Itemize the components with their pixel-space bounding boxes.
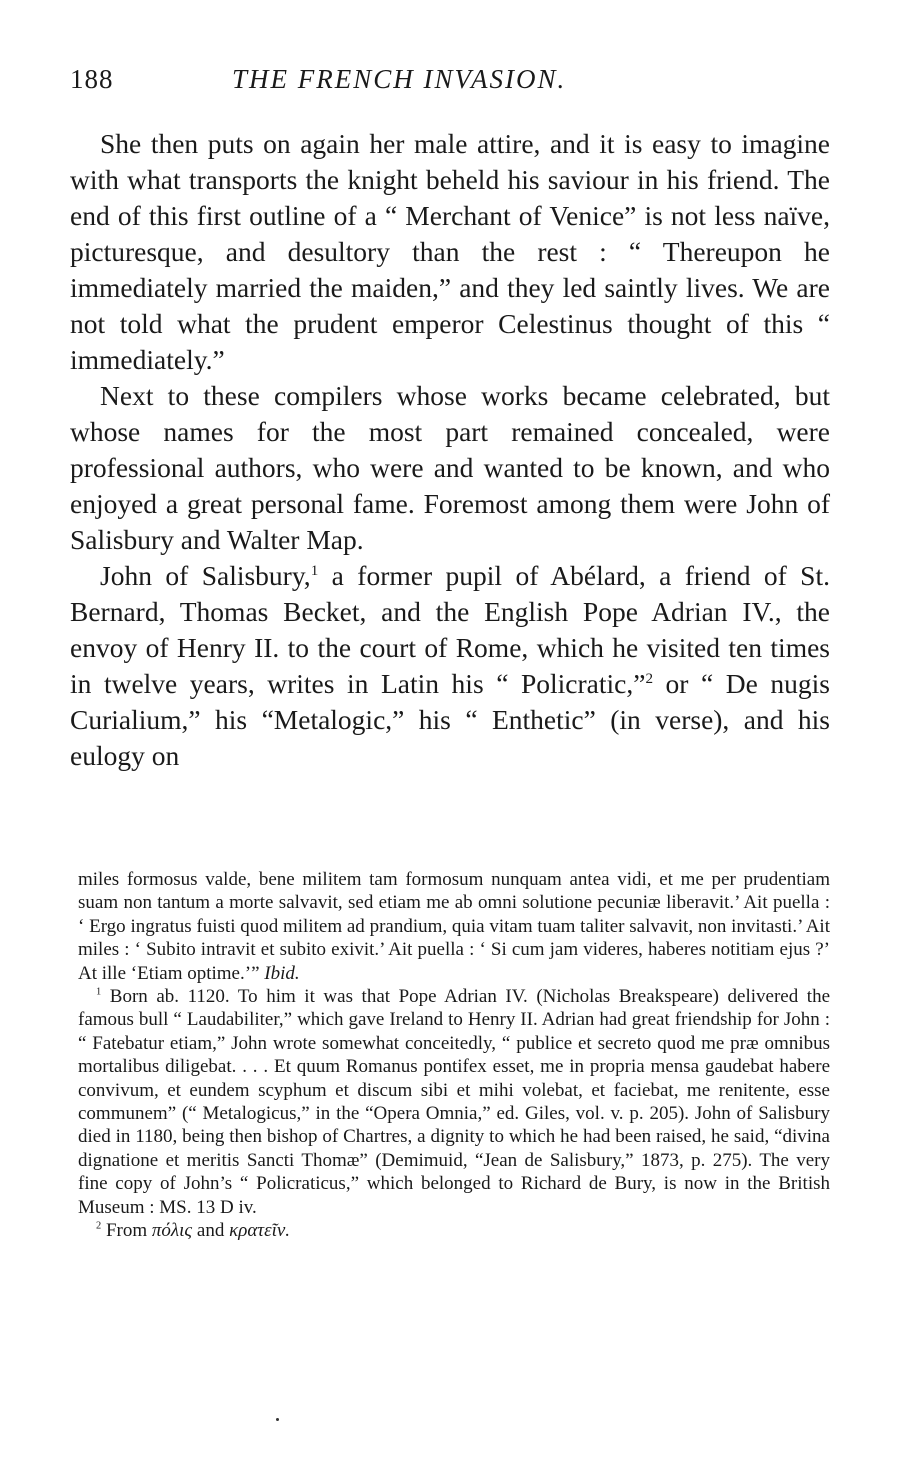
paragraph-3	[70, 558, 830, 774]
footnote-ref-1: 1	[310, 562, 319, 579]
footnote-2-greek-2: κρατεῖν.	[229, 1220, 291, 1242]
footnote-continuation-text: miles formosus valde, bene militem tam formosum nunquam antea vidi, et me per prudentiam suam non tantum a morte salvavit, sed etiam me ab omni solutione pecuniæ liberavit.’ Ait puella : ‘ Ergo ingratus fuisti quod militem ad prandium, quia vitam tuam taliter salvavit, non invitasti.’ Ait miles : ‘ Subito intravit et subito exivit.’ Ait puella : ‘ Si cum jam videres, haberes notitiam ejus ?’ At ille ‘Etiam optime.’”	[78, 869, 830, 984]
footnote-ref-2: 2	[645, 670, 653, 687]
print-mark-dot	[276, 1418, 279, 1421]
footnote-continuation-source: Ibid.	[264, 962, 300, 984]
footnote-continuation	[78, 868, 830, 985]
running-title: THE FRENCH INVASION.	[232, 64, 567, 94]
main-text	[70, 126, 830, 774]
page-number: 188	[70, 64, 114, 94]
footnote-1-marker: 1	[96, 986, 102, 998]
footnote-2-greek-1: πόλις	[151, 1220, 193, 1242]
footnote-2	[78, 1219, 830, 1242]
footnote-1	[78, 985, 830, 1219]
footnotes	[78, 868, 830, 1243]
paragraph-3-part-2: a former pupil of Abélard, a friend of St. Bernard, Thomas Becket, and the English Pope Adrian IV., the envoy of Henry II. to the court of Rome, which he visited ten times in twelve years, writes in Latin his “ Policratic,”	[70, 560, 830, 699]
paragraph-2: Next to these compilers whose works became celebrated, but whose names for the most part remained concealed, were professional authors, who were and wanted to be known, and who enjoyed a great personal fame. Foremost among them were John of Salisbury and Walter Map.	[70, 380, 830, 555]
paragraph-3-part-1: John of Salisbury,	[100, 560, 311, 591]
footnote-1-text: Born ab. 1120. To him it was that Pope Adrian IV. (Nicholas Breakspeare) delivered the famous bull “ Laudabiliter,” which gave Ireland to Henry II. Adrian had great friendship for John : “ Fatebatur etiam,” John wrote somewhat conceitedly, “ publice et secreto quod me præ omnibus mortalibus diligebat. . . . Et quum Romanus pontifex esset, me in propria mensa gaudebat habere convivum, et eundem scyphum et discum sibi et mihi volebat, et faciebat, me renitente, esse communem” (“ Metalogicus,” in the “Opera Omnia,” ed. Giles, vol. v. p. 205). John of Salisbury died in 1180, being then bishop of Chartres, a dignity to which he had been raised, he said, “divina dignatione et meritis Sancti Thomæ” (Demimuid, “Jean de Salisbury,” 1873, p. 275). The very fine copy of John’s “ Policraticus,” which belonged to Richard de Bury, is now in the British Museum : MS. 13 D iv.	[78, 986, 830, 1218]
footnote-2-and: and	[192, 1220, 230, 1242]
paragraph-3-part-3: or “ De nugis Curialium,” his “Metalogic,” his “ Enthetic” (in verse), and his eulogy on	[70, 668, 830, 771]
page-header	[70, 64, 830, 104]
paragraph-1: She then puts on again her male attire, and it is easy to imagine with what transports the knight beheld his saviour in his friend. The end of this first outline of a “ Merchant of Venice” is not less naïve, picturesque, and desultory than the rest : “ Thereupon he immediately married the maiden,” and they led saintly lives. We are not told what the prudent emperor Celestinus thought of this “ immediately.”	[70, 128, 830, 375]
footnote-2-marker: 2	[96, 1220, 102, 1232]
footnote-2-prefix: From	[101, 1220, 152, 1242]
